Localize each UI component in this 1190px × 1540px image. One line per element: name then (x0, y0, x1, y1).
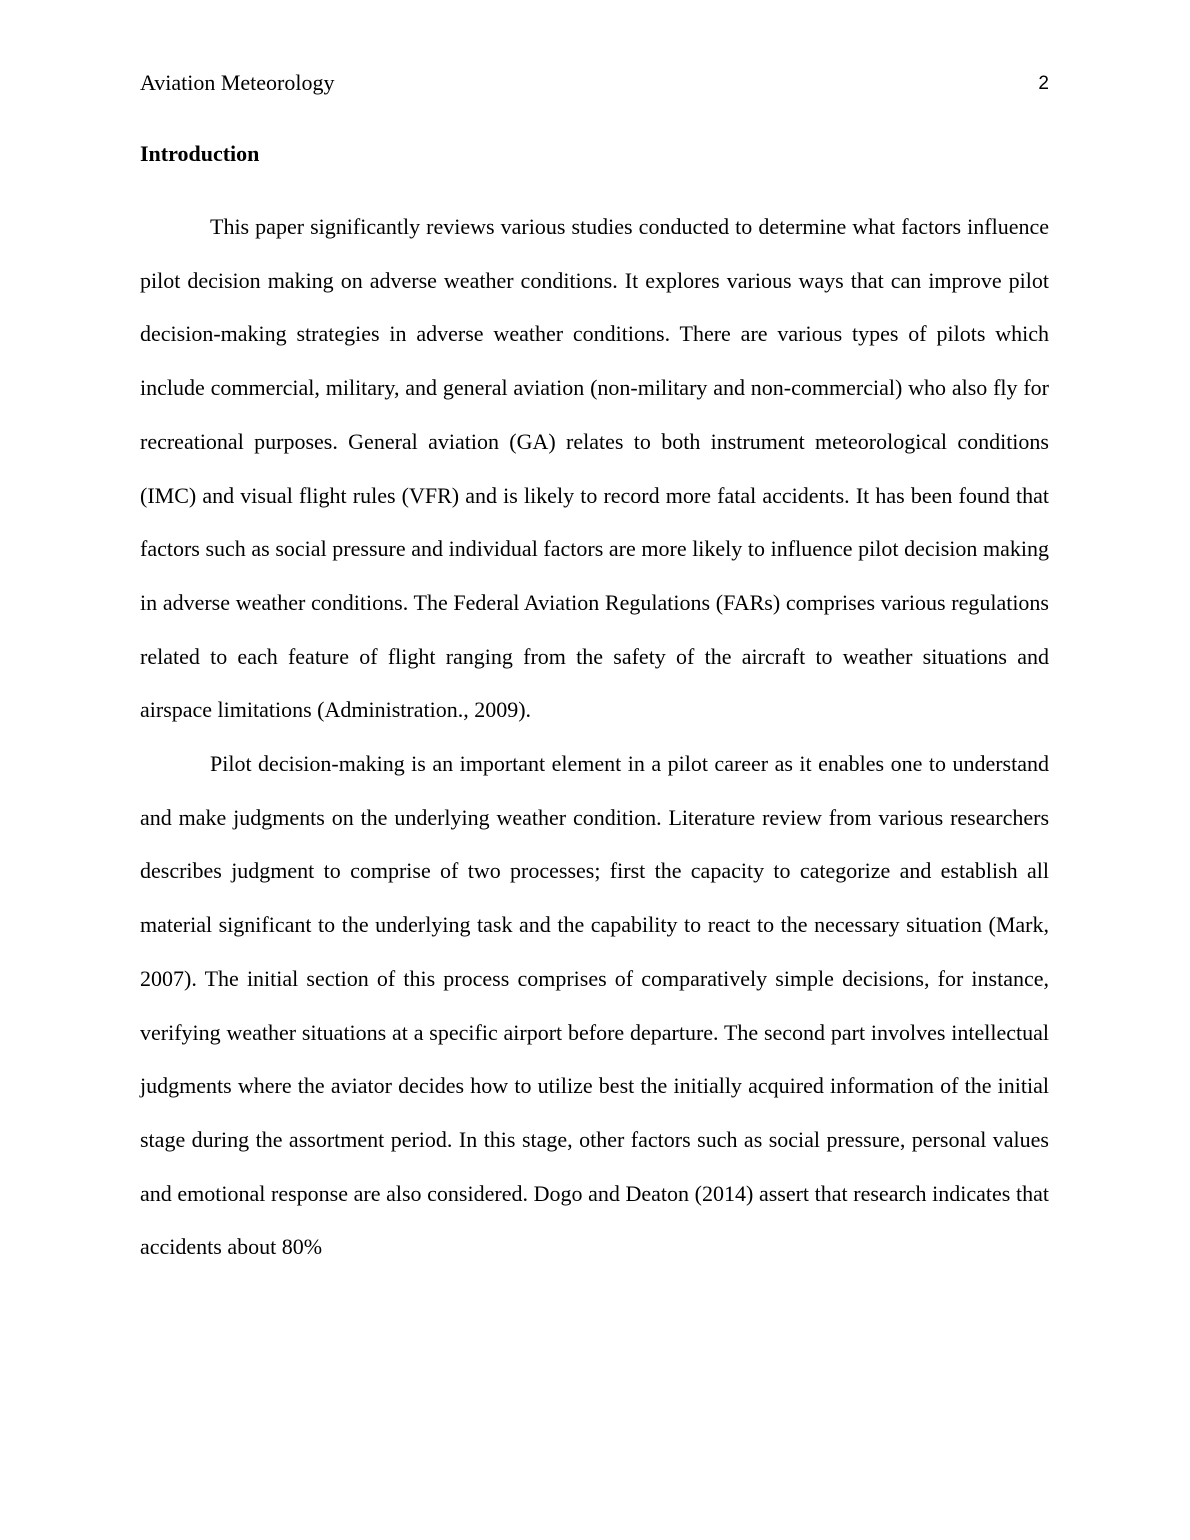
paragraph: Pilot decision-making is an important element in a pilot career as it enables one to understand and make judgments on the underlying weather condition. Literature review from various researchers describes judgment to comprise of two processes; first the capacity to categorize and establish all material significant to the underlying task and the capability to react to the necessary situation (Mark, 2007). The initial section of this process comprises of comparatively simple decisions, for instance, verifying weather situations at a specific airport before departure. The second part involves intellectual judgments where the aviator decides how to utilize best the initially acquired information of the initial stage during the assortment period. In this stage, other factors such as social pressure, personal values and emotional response are also considered. Dogo and Deaton (2014) assert that research indicates that accidents about 80% (140, 751, 1049, 1260)
body-text (140, 200, 1049, 1274)
page-header (140, 66, 1049, 100)
section-heading: Introduction (140, 141, 260, 166)
page-number: 2 (1038, 73, 1049, 94)
paragraph: This paper significantly reviews various studies conducted to determine what factors influence pilot decision making on adverse weather conditions. It explores various ways that can improve pilot decision-making strategies in adverse weather conditions. There are various types of pilots which include commercial, military, and general aviation (non-military and non-commercial) who also fly for recreational purposes. General aviation (GA) relates to both instrument meteorological conditions (IMC) and visual flight rules (VFR) and is likely to record more fatal accidents. It has been found that factors such as social pressure and individual factors are more likely to influence pilot decision making in adverse weather conditions. The Federal Aviation Regulations (FARs) comprises various regulations related to each feature of flight ranging from the safety of the aircraft to weather situations and airspace limitations (Administration., 2009). (140, 214, 1049, 723)
running-head: Aviation Meteorology (140, 70, 335, 95)
